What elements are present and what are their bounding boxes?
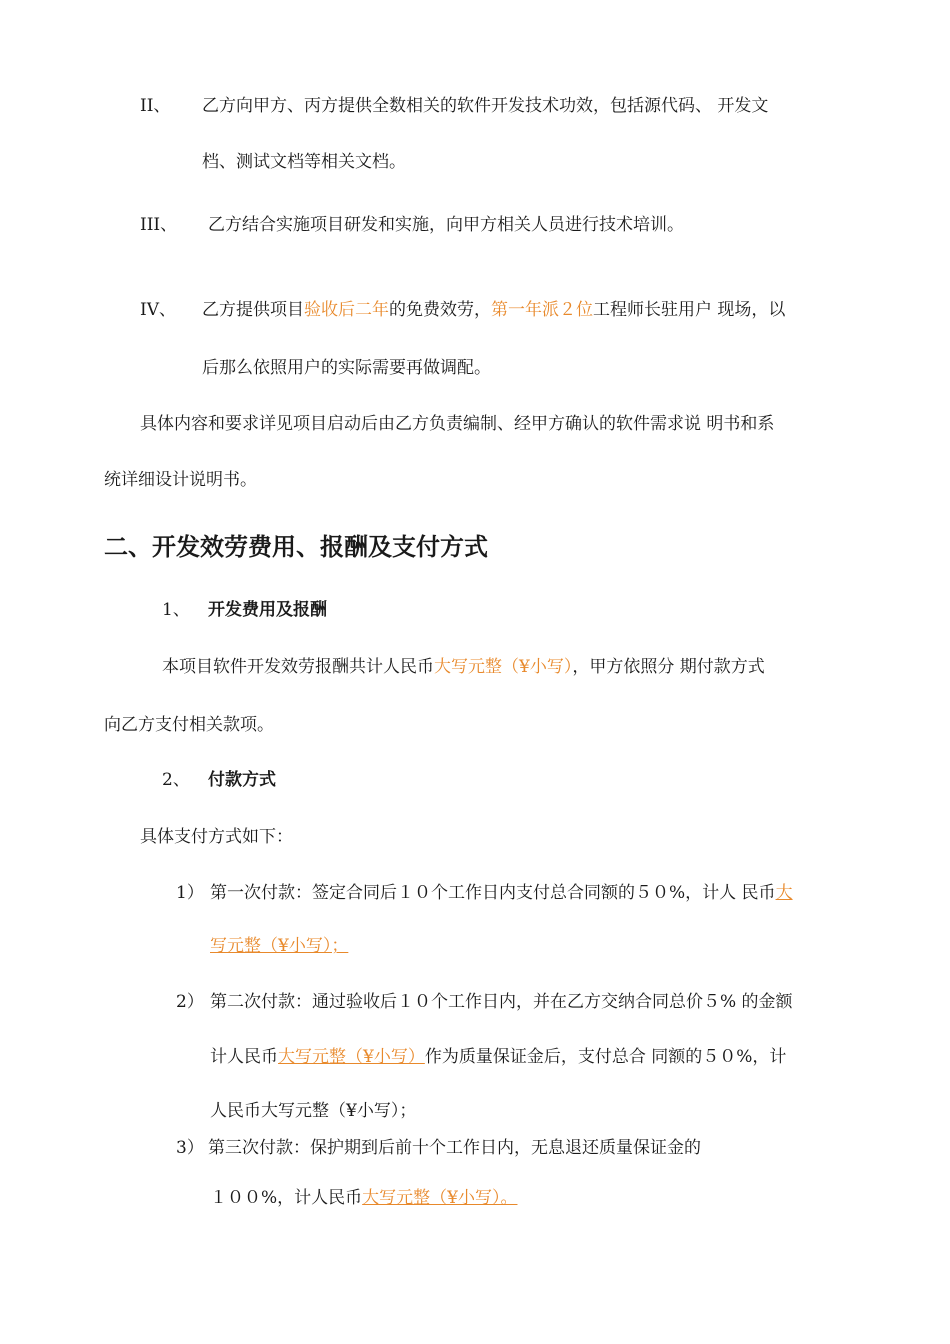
item-ii-line1: [202, 94, 868, 118]
pay1-line1: [210, 881, 793, 905]
para1-line1: 具体内容和要求详见项目启动后由乙方负责编制、经甲方确认的软件需求说 明书和系: [140, 414, 775, 434]
pay3-highlight: 大写元整（¥小写）。: [362, 1188, 518, 1208]
section-2-heading: 二、开发效劳费用、报酬及支付方式: [104, 532, 488, 561]
item-iv-text-b: 的免费效劳，: [389, 300, 491, 320]
item-iv-text-a: 乙方提供项目: [202, 300, 304, 320]
pay2-text-b: 作为质量保证金后，支付总合 同额的５０%，计: [424, 1047, 787, 1067]
para3: 具体支付方式如下：: [140, 827, 293, 847]
item-number-iii: III、: [140, 215, 178, 235]
pay1-number: 1）: [176, 883, 204, 903]
pay2-text-a: 计人民币: [210, 1047, 278, 1067]
pay1-highlight-a: 大: [775, 883, 793, 903]
item-iv-highlight-a: 验收后二年: [304, 300, 389, 320]
pay2-number: 2）: [176, 992, 204, 1012]
pay2-line2: [210, 1045, 786, 1069]
item-ii-line2: 档、测试文档等相关文档。: [202, 152, 406, 172]
pay2-highlight: 大写元整（¥小写）: [278, 1047, 425, 1067]
pay2-line1: 第二次付款：通过验收后１０个工作日内，并在乙方交纳合同总价５% 的金额: [210, 992, 793, 1012]
sub1-title: 开发费用及报酬: [208, 600, 327, 620]
para1-line2: 统详细设计说明书。: [104, 470, 257, 490]
para2-highlight: 大写元整（¥小写）: [434, 657, 573, 677]
sub2-title: 付款方式: [208, 770, 276, 790]
pay1-highlight-b: 写元整（¥小写）；: [210, 936, 349, 956]
pay3-line1: 第三次付款：保护期到后前十个工作日内，无息退还质量保证金的: [208, 1138, 701, 1158]
pay2-line3: 人民币大写元整（¥小写）；: [210, 1101, 417, 1121]
para2-text-a: 本项目软件开发效劳报酬共计人民币: [162, 657, 434, 677]
item-iv-line2: 后那么依照用户的实际需要再做调配。: [202, 358, 491, 378]
sub2-number: 2、: [162, 770, 190, 790]
pay3-line2: [210, 1186, 517, 1210]
para2-line2: 向乙方支付相关款项。: [104, 715, 274, 735]
item-iv-highlight-b: 第一年派２位: [491, 300, 593, 320]
item-iv-text-c: 工程师长驻用户 现场，以: [593, 300, 786, 320]
item-iii-line1: 乙方结合实施项目研发和实施，向甲方相关人员进行技术培训。: [208, 215, 684, 235]
item-iv-line1: [202, 298, 785, 322]
item-number-iv: IV、: [140, 300, 176, 320]
para2-line1: [162, 655, 765, 679]
pay3-text: １００%，计人民币: [210, 1188, 363, 1208]
item-number-ii: II、: [140, 96, 171, 116]
item-ii-text: 乙方向甲方、丙方提供全数相关的软件开发技术功效，包括源代码、 开发文: [202, 96, 769, 116]
pay1-text: 第一次付款：签定合同后１０个工作日内支付总合同额的５０%，计人 民币: [210, 883, 776, 903]
para2-text-b: ，甲方依照分 期付款方式: [572, 657, 765, 677]
pay3-number: 3）: [176, 1138, 204, 1158]
sub1-number: 1、: [162, 600, 190, 620]
